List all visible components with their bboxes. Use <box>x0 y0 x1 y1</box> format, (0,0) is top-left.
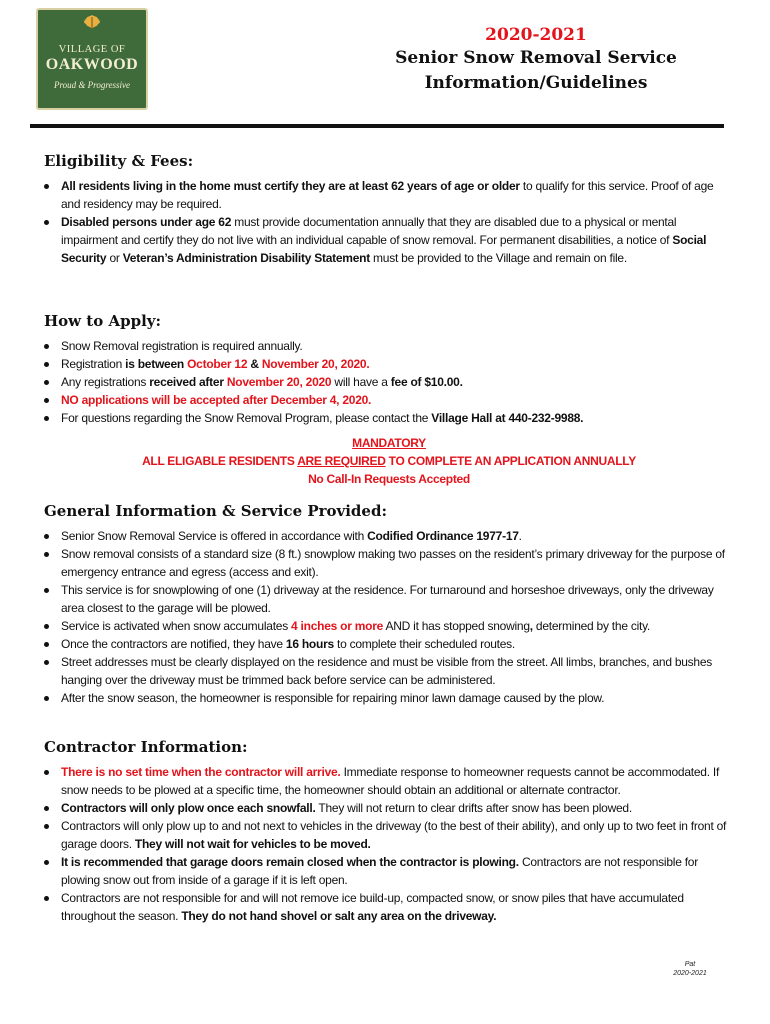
general-item-ordinance: Senior Snow Removal Service is offered in accordance with Codified Ordinance 1977-17. <box>44 527 734 545</box>
mandatory-requirement: ALL ELIGABLE RESIDENTS ARE REQUIRED TO COMPLETE AN APPLICATION ANNUALLY <box>142 454 636 468</box>
title-year: 2020-2021 <box>485 25 587 45</box>
bullet-icon <box>44 184 49 189</box>
bullet-icon <box>44 860 49 865</box>
logo-motto: Proud & Progressive <box>54 80 130 90</box>
mandatory-notice <box>44 434 734 488</box>
oak-leaf-icon <box>81 14 103 30</box>
bullet-icon <box>44 362 49 367</box>
header-divider <box>30 124 724 128</box>
bullet-icon <box>44 624 49 629</box>
general-item-hours: Once the contractors are notified, they have 16 hours to complete their scheduled routes. <box>44 635 734 653</box>
logo-oakwood: OAKWOOD <box>45 56 139 73</box>
bullet-icon <box>44 380 49 385</box>
bullet-icon <box>44 660 49 665</box>
title-line-1: Senior Snow Removal Service <box>395 48 677 68</box>
bullet-icon <box>44 416 49 421</box>
contractor-section <box>44 738 734 925</box>
footer-note <box>640 960 740 978</box>
document-title <box>346 24 726 96</box>
bullet-icon <box>44 588 49 593</box>
apply-item-deadline: NO applications will be accepted after December 4, 2020. <box>44 391 734 409</box>
apply-section <box>44 312 734 427</box>
eligibility-section <box>44 152 734 267</box>
bullet-icon <box>44 398 49 403</box>
general-section <box>44 502 734 707</box>
apply-item-contact: For questions regarding the Snow Removal Program, please contact the Village Hall at 440-232-9988. <box>44 409 734 427</box>
eligibility-item-disabled: Disabled persons under age 62 must provide documentation annually that they are disabled due to a physical or mental impairment and certify they do not live with an individual capable of snow removal. For permanent disabilities, a notice of Social Security or Veteran’s Administration Disability Statement must be provided to the Village and remain on file. <box>44 213 734 267</box>
bullet-icon <box>44 696 49 701</box>
general-item-one-driveway: This service is for snowplowing of one (1) driveway at the residence. For turnaround and horseshoe driveways, only the driveway area closest to the garage will be plowed. <box>44 581 734 617</box>
eligibility-item-age: All residents living in the home must certify they are at least 62 years of age or older to qualify for this service. Proof of age and residency may be required. <box>44 177 734 213</box>
contractor-item-no-set-time: There is no set time when the contractor will arrive. Immediate response to homeowner requests cannot be accommodated. If snow needs to be plowed at a specific time, the homeowner should obtain an additional or alternate contractor. <box>44 763 734 799</box>
bullet-icon <box>44 220 49 225</box>
title-line-2: Information/Guidelines <box>424 73 648 93</box>
mandatory-label: MANDATORY <box>352 436 426 450</box>
apply-item-annual: Snow Removal registration is required annually. <box>44 337 734 355</box>
village-logo <box>36 8 148 110</box>
bullet-icon <box>44 806 49 811</box>
general-item-plow-size: Snow removal consists of a standard size (8 ft.) snowplow making two passes on the resident’s primary driveway for the purpose of emergency entrance and egress (access and exit). <box>44 545 734 581</box>
bullet-icon <box>44 534 49 539</box>
bullet-icon <box>44 896 49 901</box>
bullet-icon <box>44 642 49 647</box>
eligibility-heading: Eligibility & Fees: <box>44 152 194 170</box>
contractor-heading: Contractor Information: <box>44 738 248 756</box>
mandatory-no-call-in: No Call-In Requests Accepted <box>308 472 470 486</box>
apply-heading: How to Apply: <box>44 312 162 330</box>
logo-village-of: VILLAGE OF <box>58 44 126 55</box>
apply-item-fee: Any registrations received after November 20, 2020 will have a fee of $10.00. <box>44 373 734 391</box>
bullet-icon <box>44 344 49 349</box>
footer-initials: Pat <box>684 961 696 968</box>
contractor-item-once: Contractors will only plow once each snowfall. They will not return to clear drifts after snow has been plowed. <box>44 799 734 817</box>
general-item-addresses: Street addresses must be clearly displayed on the residence and must be visible from the street. All limbs, branches, and bushes hanging over the driveway must be trimmed back before service can be administered. <box>44 653 734 689</box>
general-heading: General Information & Service Provided: <box>44 502 387 520</box>
contractor-item-vehicles: Contractors will only plow up to and not next to vehicles in the driveway (to the best of their ability), and only up to two feet in front of garage doors. They will not wait for vehicles to be moved. <box>44 817 734 853</box>
contractor-item-ice: Contractors are not responsible for and will not remove ice build-up, compacted snow, or snow piles that have accumulated throughout the season. They do not hand shovel or salt any area on the driveway. <box>44 889 734 925</box>
bullet-icon <box>44 824 49 829</box>
contractor-item-garage: It is recommended that garage doors remain closed when the contractor is plowing. Contractors are not responsible for plowing snow out from inside of a garage if it is left open. <box>44 853 734 889</box>
apply-item-dates: Registration is between October 12 & November 20, 2020. <box>44 355 734 373</box>
general-item-activation: Service is activated when snow accumulates 4 inches or more AND it has stopped snowing, determined by the city. <box>44 617 734 635</box>
general-item-lawn-damage: After the snow season, the homeowner is responsible for repairing minor lawn damage caused by the plow. <box>44 689 734 707</box>
bullet-icon <box>44 552 49 557</box>
footer-year: 2020-2021 <box>673 970 707 977</box>
bullet-icon <box>44 770 49 775</box>
